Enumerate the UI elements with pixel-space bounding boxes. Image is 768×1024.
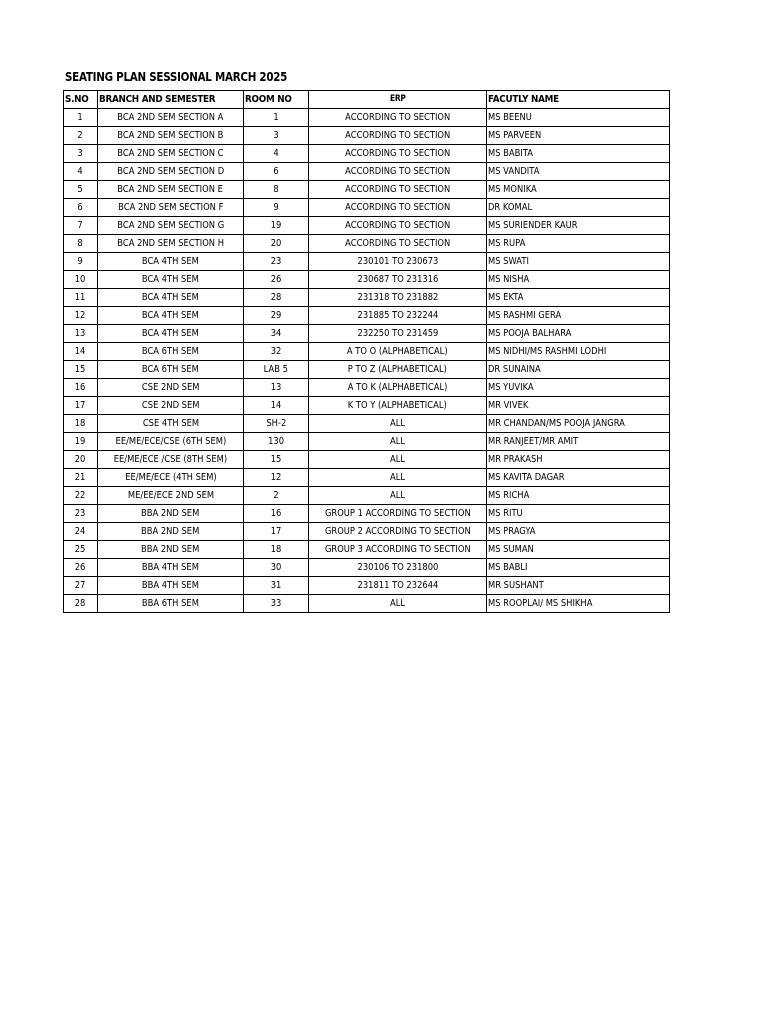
cell-room: 30 (244, 559, 309, 577)
cell-branch: CSE 2ND SEM (98, 379, 244, 397)
cell-branch: EE/ME/ECE/CSE (6TH SEM) (98, 433, 244, 451)
cell-sno: 19 (64, 433, 98, 451)
cell-sno: 22 (64, 487, 98, 505)
table-header-row (64, 91, 670, 109)
cell-faculty: MS BEENU (487, 109, 670, 127)
cell-sno: 16 (64, 379, 98, 397)
cell-sno: 3 (64, 145, 98, 163)
cell-sno: 25 (64, 541, 98, 559)
cell-room: 8 (244, 181, 309, 199)
cell-sno: 13 (64, 325, 98, 343)
cell-branch: BCA 6TH SEM (98, 361, 244, 379)
cell-erp: 230106 TO 231800 (309, 559, 487, 577)
cell-sno: 14 (64, 343, 98, 361)
cell-sno: 21 (64, 469, 98, 487)
table-row (64, 433, 670, 451)
cell-faculty: MR PRAKASH (487, 451, 670, 469)
cell-faculty: MR VIVEK (487, 397, 670, 415)
column-header-room: ROOM NO (244, 91, 309, 109)
cell-faculty: MS EKTA (487, 289, 670, 307)
cell-sno: 10 (64, 271, 98, 289)
cell-room: 12 (244, 469, 309, 487)
cell-branch: BCA 4TH SEM (98, 307, 244, 325)
cell-erp: ALL (309, 595, 487, 613)
cell-erp: ACCORDING TO SECTION (309, 217, 487, 235)
cell-room: 1 (244, 109, 309, 127)
cell-sno: 20 (64, 451, 98, 469)
cell-room: 6 (244, 163, 309, 181)
cell-room: SH-2 (244, 415, 309, 433)
table-row (64, 595, 670, 613)
table-body (64, 109, 670, 613)
cell-room: 28 (244, 289, 309, 307)
cell-faculty: MS SURIENDER KAUR (487, 217, 670, 235)
table-row (64, 325, 670, 343)
cell-room: 16 (244, 505, 309, 523)
cell-erp: A TO K (ALPHABETICAL) (309, 379, 487, 397)
cell-erp: 231885 TO 232244 (309, 307, 487, 325)
column-header-sno: S.NO (64, 91, 98, 109)
table-row (64, 289, 670, 307)
table-row (64, 145, 670, 163)
table-row (64, 181, 670, 199)
cell-faculty: MS NISHA (487, 271, 670, 289)
table-row (64, 469, 670, 487)
cell-branch: BBA 2ND SEM (98, 541, 244, 559)
cell-faculty: MS ROOPLAI/ MS SHIKHA (487, 595, 670, 613)
cell-faculty: MS KAVITA DAGAR (487, 469, 670, 487)
cell-branch: BBA 4TH SEM (98, 577, 244, 595)
cell-erp: ACCORDING TO SECTION (309, 235, 487, 253)
seating-plan-table (63, 90, 670, 613)
cell-faculty: MS VANDITA (487, 163, 670, 181)
cell-faculty: MR RANJEET/MR AMIT (487, 433, 670, 451)
table-row (64, 271, 670, 289)
cell-room: 130 (244, 433, 309, 451)
table-row (64, 415, 670, 433)
table-row (64, 397, 670, 415)
column-header-faculty: FACUTLY NAME (487, 91, 670, 109)
cell-room: 20 (244, 235, 309, 253)
cell-sno: 1 (64, 109, 98, 127)
cell-room: 2 (244, 487, 309, 505)
cell-erp: ACCORDING TO SECTION (309, 199, 487, 217)
cell-erp: ACCORDING TO SECTION (309, 163, 487, 181)
cell-branch: BBA 4TH SEM (98, 559, 244, 577)
table-row (64, 577, 670, 595)
cell-erp: ACCORDING TO SECTION (309, 109, 487, 127)
cell-room: 13 (244, 379, 309, 397)
cell-room: 31 (244, 577, 309, 595)
cell-sno: 6 (64, 199, 98, 217)
table-row (64, 361, 670, 379)
cell-faculty: MS POOJA BALHARA (487, 325, 670, 343)
cell-branch: BCA 2ND SEM SECTION C (98, 145, 244, 163)
cell-erp: 230687 TO 231316 (309, 271, 487, 289)
cell-erp: ALL (309, 487, 487, 505)
cell-erp: GROUP 2 ACCORDING TO SECTION (309, 523, 487, 541)
cell-branch: BBA 2ND SEM (98, 523, 244, 541)
cell-erp: 231811 TO 232644 (309, 577, 487, 595)
table-row (64, 451, 670, 469)
table-row (64, 559, 670, 577)
cell-sno: 11 (64, 289, 98, 307)
cell-sno: 4 (64, 163, 98, 181)
table-row (64, 523, 670, 541)
cell-room: 9 (244, 199, 309, 217)
cell-branch: ME/EE/ECE 2ND SEM (98, 487, 244, 505)
cell-room: 26 (244, 271, 309, 289)
cell-branch: BCA 4TH SEM (98, 253, 244, 271)
cell-erp: ACCORDING TO SECTION (309, 127, 487, 145)
cell-branch: BCA 2ND SEM SECTION D (98, 163, 244, 181)
cell-sno: 2 (64, 127, 98, 145)
table-row (64, 235, 670, 253)
cell-faculty: MS RASHMI GERA (487, 307, 670, 325)
cell-room: 17 (244, 523, 309, 541)
cell-branch: BCA 2ND SEM SECTION A (98, 109, 244, 127)
cell-sno: 26 (64, 559, 98, 577)
cell-erp: ALL (309, 415, 487, 433)
cell-sno: 15 (64, 361, 98, 379)
table-row (64, 163, 670, 181)
table-row (64, 343, 670, 361)
cell-faculty: MS NIDHI/MS RASHMI LODHI (487, 343, 670, 361)
column-header-branch: BRANCH AND SEMESTER (98, 91, 244, 109)
column-header-erp: ERP (309, 91, 487, 109)
table-row (64, 541, 670, 559)
cell-branch: BBA 2ND SEM (98, 505, 244, 523)
cell-branch: BCA 4TH SEM (98, 271, 244, 289)
cell-room: 19 (244, 217, 309, 235)
cell-branch: EE/ME/ECE /CSE (8TH SEM) (98, 451, 244, 469)
cell-faculty: MR CHANDAN/MS POOJA JANGRA (487, 415, 670, 433)
cell-faculty: MS RICHA (487, 487, 670, 505)
cell-faculty: MR SUSHANT (487, 577, 670, 595)
cell-erp: 231318 TO 231882 (309, 289, 487, 307)
cell-sno: 27 (64, 577, 98, 595)
cell-erp: ALL (309, 469, 487, 487)
table-row (64, 127, 670, 145)
cell-room: 4 (244, 145, 309, 163)
cell-erp: ACCORDING TO SECTION (309, 145, 487, 163)
cell-room: 15 (244, 451, 309, 469)
cell-erp: ALL (309, 433, 487, 451)
cell-branch: CSE 2ND SEM (98, 397, 244, 415)
cell-room: 18 (244, 541, 309, 559)
cell-erp: K TO Y (ALPHABETICAL) (309, 397, 487, 415)
cell-room: 32 (244, 343, 309, 361)
cell-sno: 18 (64, 415, 98, 433)
cell-faculty: DR SUNAINA (487, 361, 670, 379)
cell-faculty: MS SUMAN (487, 541, 670, 559)
table-row (64, 505, 670, 523)
cell-erp: A TO O (ALPHABETICAL) (309, 343, 487, 361)
cell-branch: BCA 2ND SEM SECTION H (98, 235, 244, 253)
cell-branch: BCA 2ND SEM SECTION G (98, 217, 244, 235)
cell-sno: 17 (64, 397, 98, 415)
cell-sno: 24 (64, 523, 98, 541)
cell-erp: GROUP 3 ACCORDING TO SECTION (309, 541, 487, 559)
cell-sno: 5 (64, 181, 98, 199)
cell-branch: BCA 6TH SEM (98, 343, 244, 361)
cell-branch: BCA 4TH SEM (98, 325, 244, 343)
table-row (64, 199, 670, 217)
cell-faculty: MS PRAGYA (487, 523, 670, 541)
cell-branch: BCA 2ND SEM SECTION F (98, 199, 244, 217)
cell-sno: 9 (64, 253, 98, 271)
table-row (64, 379, 670, 397)
cell-branch: BCA 2ND SEM SECTION E (98, 181, 244, 199)
table-row (64, 217, 670, 235)
cell-room: 34 (244, 325, 309, 343)
table-row (64, 109, 670, 127)
cell-erp: ALL (309, 451, 487, 469)
cell-faculty: MS SWATI (487, 253, 670, 271)
cell-sno: 12 (64, 307, 98, 325)
cell-erp: P TO Z (ALPHABETICAL) (309, 361, 487, 379)
cell-branch: CSE 4TH SEM (98, 415, 244, 433)
page-title: SEATING PLAN SESSIONAL MARCH 2025 (65, 70, 288, 84)
table-row (64, 487, 670, 505)
cell-room: 29 (244, 307, 309, 325)
cell-branch: EE/ME/ECE (4TH SEM) (98, 469, 244, 487)
cell-erp: 230101 TO 230673 (309, 253, 487, 271)
cell-branch: BCA 2ND SEM SECTION B (98, 127, 244, 145)
cell-branch: BBA 6TH SEM (98, 595, 244, 613)
cell-faculty: MS YUVIKA (487, 379, 670, 397)
cell-sno: 8 (64, 235, 98, 253)
cell-room: LAB 5 (244, 361, 309, 379)
cell-erp: 232250 TO 231459 (309, 325, 487, 343)
cell-sno: 23 (64, 505, 98, 523)
cell-sno: 28 (64, 595, 98, 613)
cell-room: 23 (244, 253, 309, 271)
cell-faculty: MS PARVEEN (487, 127, 670, 145)
cell-branch: BCA 4TH SEM (98, 289, 244, 307)
cell-room: 3 (244, 127, 309, 145)
cell-faculty: MS BABITA (487, 145, 670, 163)
cell-faculty: DR KOMAL (487, 199, 670, 217)
cell-sno: 7 (64, 217, 98, 235)
cell-faculty: MS RITU (487, 505, 670, 523)
cell-faculty: MS RUPA (487, 235, 670, 253)
cell-faculty: MS BABLI (487, 559, 670, 577)
table-row (64, 307, 670, 325)
table-row (64, 253, 670, 271)
cell-erp: GROUP 1 ACCORDING TO SECTION (309, 505, 487, 523)
cell-faculty: MS MONIKA (487, 181, 670, 199)
cell-room: 14 (244, 397, 309, 415)
cell-erp: ACCORDING TO SECTION (309, 181, 487, 199)
cell-room: 33 (244, 595, 309, 613)
